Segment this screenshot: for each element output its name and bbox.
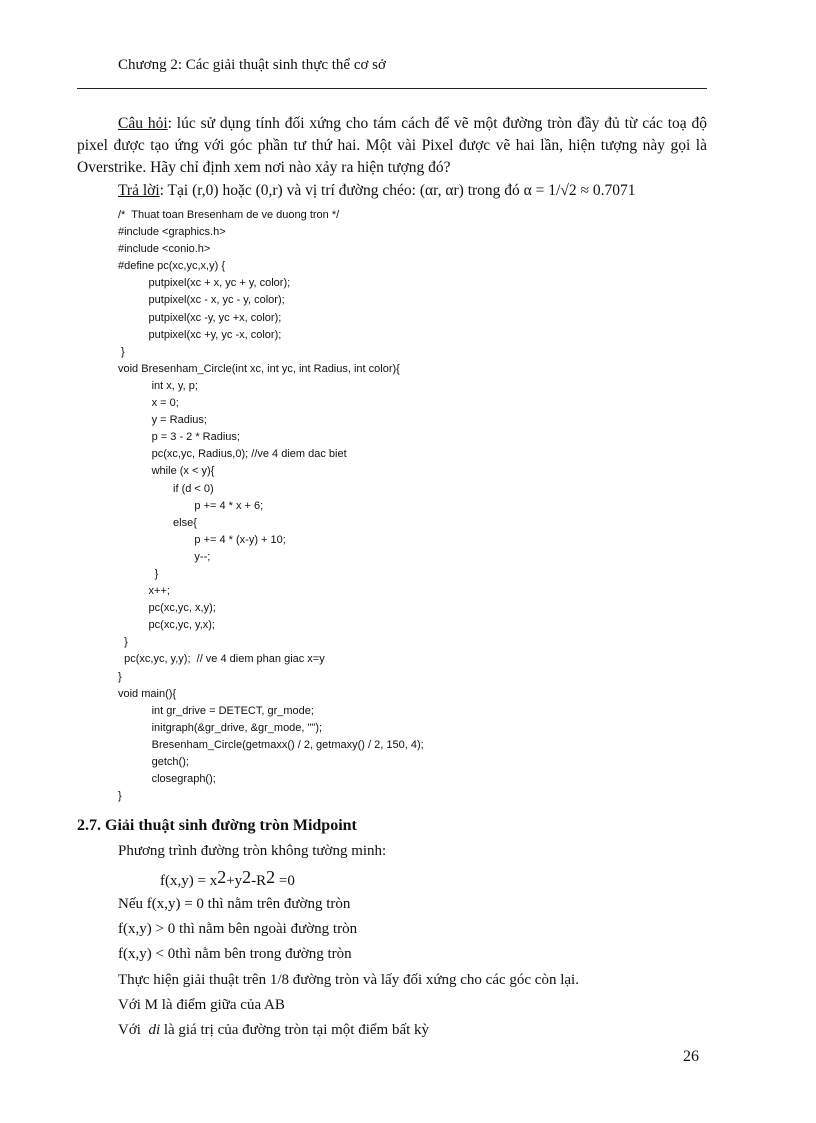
code-line: p += 4 * (x-y) + 10; bbox=[118, 533, 286, 546]
code-line: int x, y, p; bbox=[118, 379, 198, 392]
code-line: p = 3 - 2 * Radius; bbox=[118, 431, 240, 444]
running-header: Chương 2: Các giải thuật sinh thực thể cơ sở bbox=[118, 57, 386, 73]
code-line: /* Thuat toan Bresenham de ve duong tron */ bbox=[118, 209, 340, 221]
formula-exponent: 2 bbox=[242, 867, 252, 887]
code-line: } bbox=[118, 670, 122, 683]
condition-inside-circle: f(x,y) < 0thì nằm bên trong đường tròn bbox=[118, 946, 352, 962]
question-paragraph bbox=[77, 113, 707, 179]
code-line: p += 4 * x + 6; bbox=[118, 499, 264, 512]
code-line: closegraph(); bbox=[118, 773, 216, 786]
code-line: } bbox=[118, 636, 128, 649]
code-line: } bbox=[118, 567, 159, 580]
code-line: putpixel(xc - x, yc - y, color); bbox=[118, 294, 285, 307]
formula-minus-term: -R bbox=[251, 873, 267, 889]
code-line: y = Radius; bbox=[118, 414, 207, 427]
code-line: Bresenham_Circle(getmaxx() / 2, getmaxy() / 2, 150, 4); bbox=[118, 738, 424, 751]
answer-label: Trả lời bbox=[118, 182, 160, 199]
circle-formula bbox=[160, 869, 295, 890]
formula-exponent: 2 bbox=[217, 867, 227, 887]
formula-exponent: 2 bbox=[266, 867, 276, 887]
code-line: #include <conio.h> bbox=[118, 243, 211, 256]
code-line: } bbox=[118, 790, 122, 803]
question-text: : lúc sử dụng tính đối xứng cho tám cách để vẽ một đường tròn đầy đủ từ các toạ độ pixel được tạo ứng với góc phần tư thứ hai. Một vài Pixel được vẽ hai lần, hiện tượng này gọi là Overstrike. Hãy chỉ định xem nơi nào xảy ra hiện tượng đó? bbox=[77, 115, 707, 176]
code-listing bbox=[118, 207, 424, 805]
header-rule bbox=[77, 88, 707, 89]
code-line: putpixel(xc +y, yc -x, color); bbox=[118, 328, 282, 341]
code-line: y--; bbox=[118, 550, 211, 563]
implicit-equation-intro: Phương trình đường tròn không tường minh: bbox=[118, 843, 387, 859]
formula-plus-term: +y bbox=[226, 873, 243, 889]
code-line: pc(xc,yc, x,y); bbox=[118, 602, 216, 615]
code-line: pc(xc,yc, y,x); bbox=[118, 619, 215, 632]
code-line: initgraph(&gr_drive, &gr_mode, ""); bbox=[118, 721, 323, 734]
code-line: while (x < y){ bbox=[118, 465, 215, 478]
di-prefix: Với bbox=[118, 1022, 149, 1038]
condition-outside-circle: f(x,y) > 0 thì nằm bên ngoài đường tròn bbox=[118, 921, 358, 937]
code-line: int gr_drive = DETECT, gr_mode; bbox=[118, 704, 314, 717]
code-line: } bbox=[118, 345, 125, 358]
code-line: pc(xc,yc, y,y); // ve 4 diem phan giac x=y bbox=[118, 653, 325, 666]
code-line: #define pc(xc,yc,x,y) { bbox=[118, 260, 225, 273]
code-line: void Bresenham_Circle(int xc, int yc, int Radius, int color){ bbox=[118, 362, 400, 375]
di-definition bbox=[118, 1022, 429, 1039]
code-line: #include <graphics.h> bbox=[118, 226, 226, 239]
question-label: Câu hỏi bbox=[118, 115, 168, 132]
code-line: x++; bbox=[118, 585, 170, 598]
code-line: putpixel(xc + x, yc + y, color); bbox=[118, 277, 291, 290]
code-line: void main(){ bbox=[118, 687, 177, 700]
code-line: x = 0; bbox=[118, 397, 179, 410]
algorithm-note: Thực hiện giải thuật trên 1/8 đường tròn và lấy đối xứng cho các góc còn lại. bbox=[118, 972, 579, 988]
midpoint-note: Với M là điểm giữa của AB bbox=[118, 997, 285, 1013]
di-suffix: là giá trị của đường tròn tại một điểm bất kỳ bbox=[160, 1022, 430, 1038]
formula-rhs: =0 bbox=[275, 873, 295, 889]
answer-paragraph bbox=[118, 180, 708, 202]
formula-lhs: f(x,y) = x bbox=[160, 873, 218, 889]
code-line: pc(xc,yc, Radius,0); //ve 4 diem dac biet bbox=[118, 448, 347, 461]
code-line: if (d < 0) bbox=[118, 482, 214, 495]
code-line: putpixel(xc -y, yc +x, color); bbox=[118, 311, 282, 324]
answer-text: : Tại (r,0) hoặc (0,r) và vị trí đường chéo: (αr, αr) trong đó α = 1/√2 ≈ 0.7071 bbox=[159, 182, 636, 199]
code-line: getch(); bbox=[118, 756, 189, 768]
section-heading: 2.7. Giải thuật sinh đường tròn Midpoint bbox=[77, 817, 357, 834]
page-number: 26 bbox=[683, 1048, 699, 1065]
condition-on-circle: Nếu f(x,y) = 0 thì nằm trên đường tròn bbox=[118, 896, 351, 912]
di-variable: di bbox=[148, 1022, 161, 1038]
code-line: else{ bbox=[118, 516, 197, 529]
